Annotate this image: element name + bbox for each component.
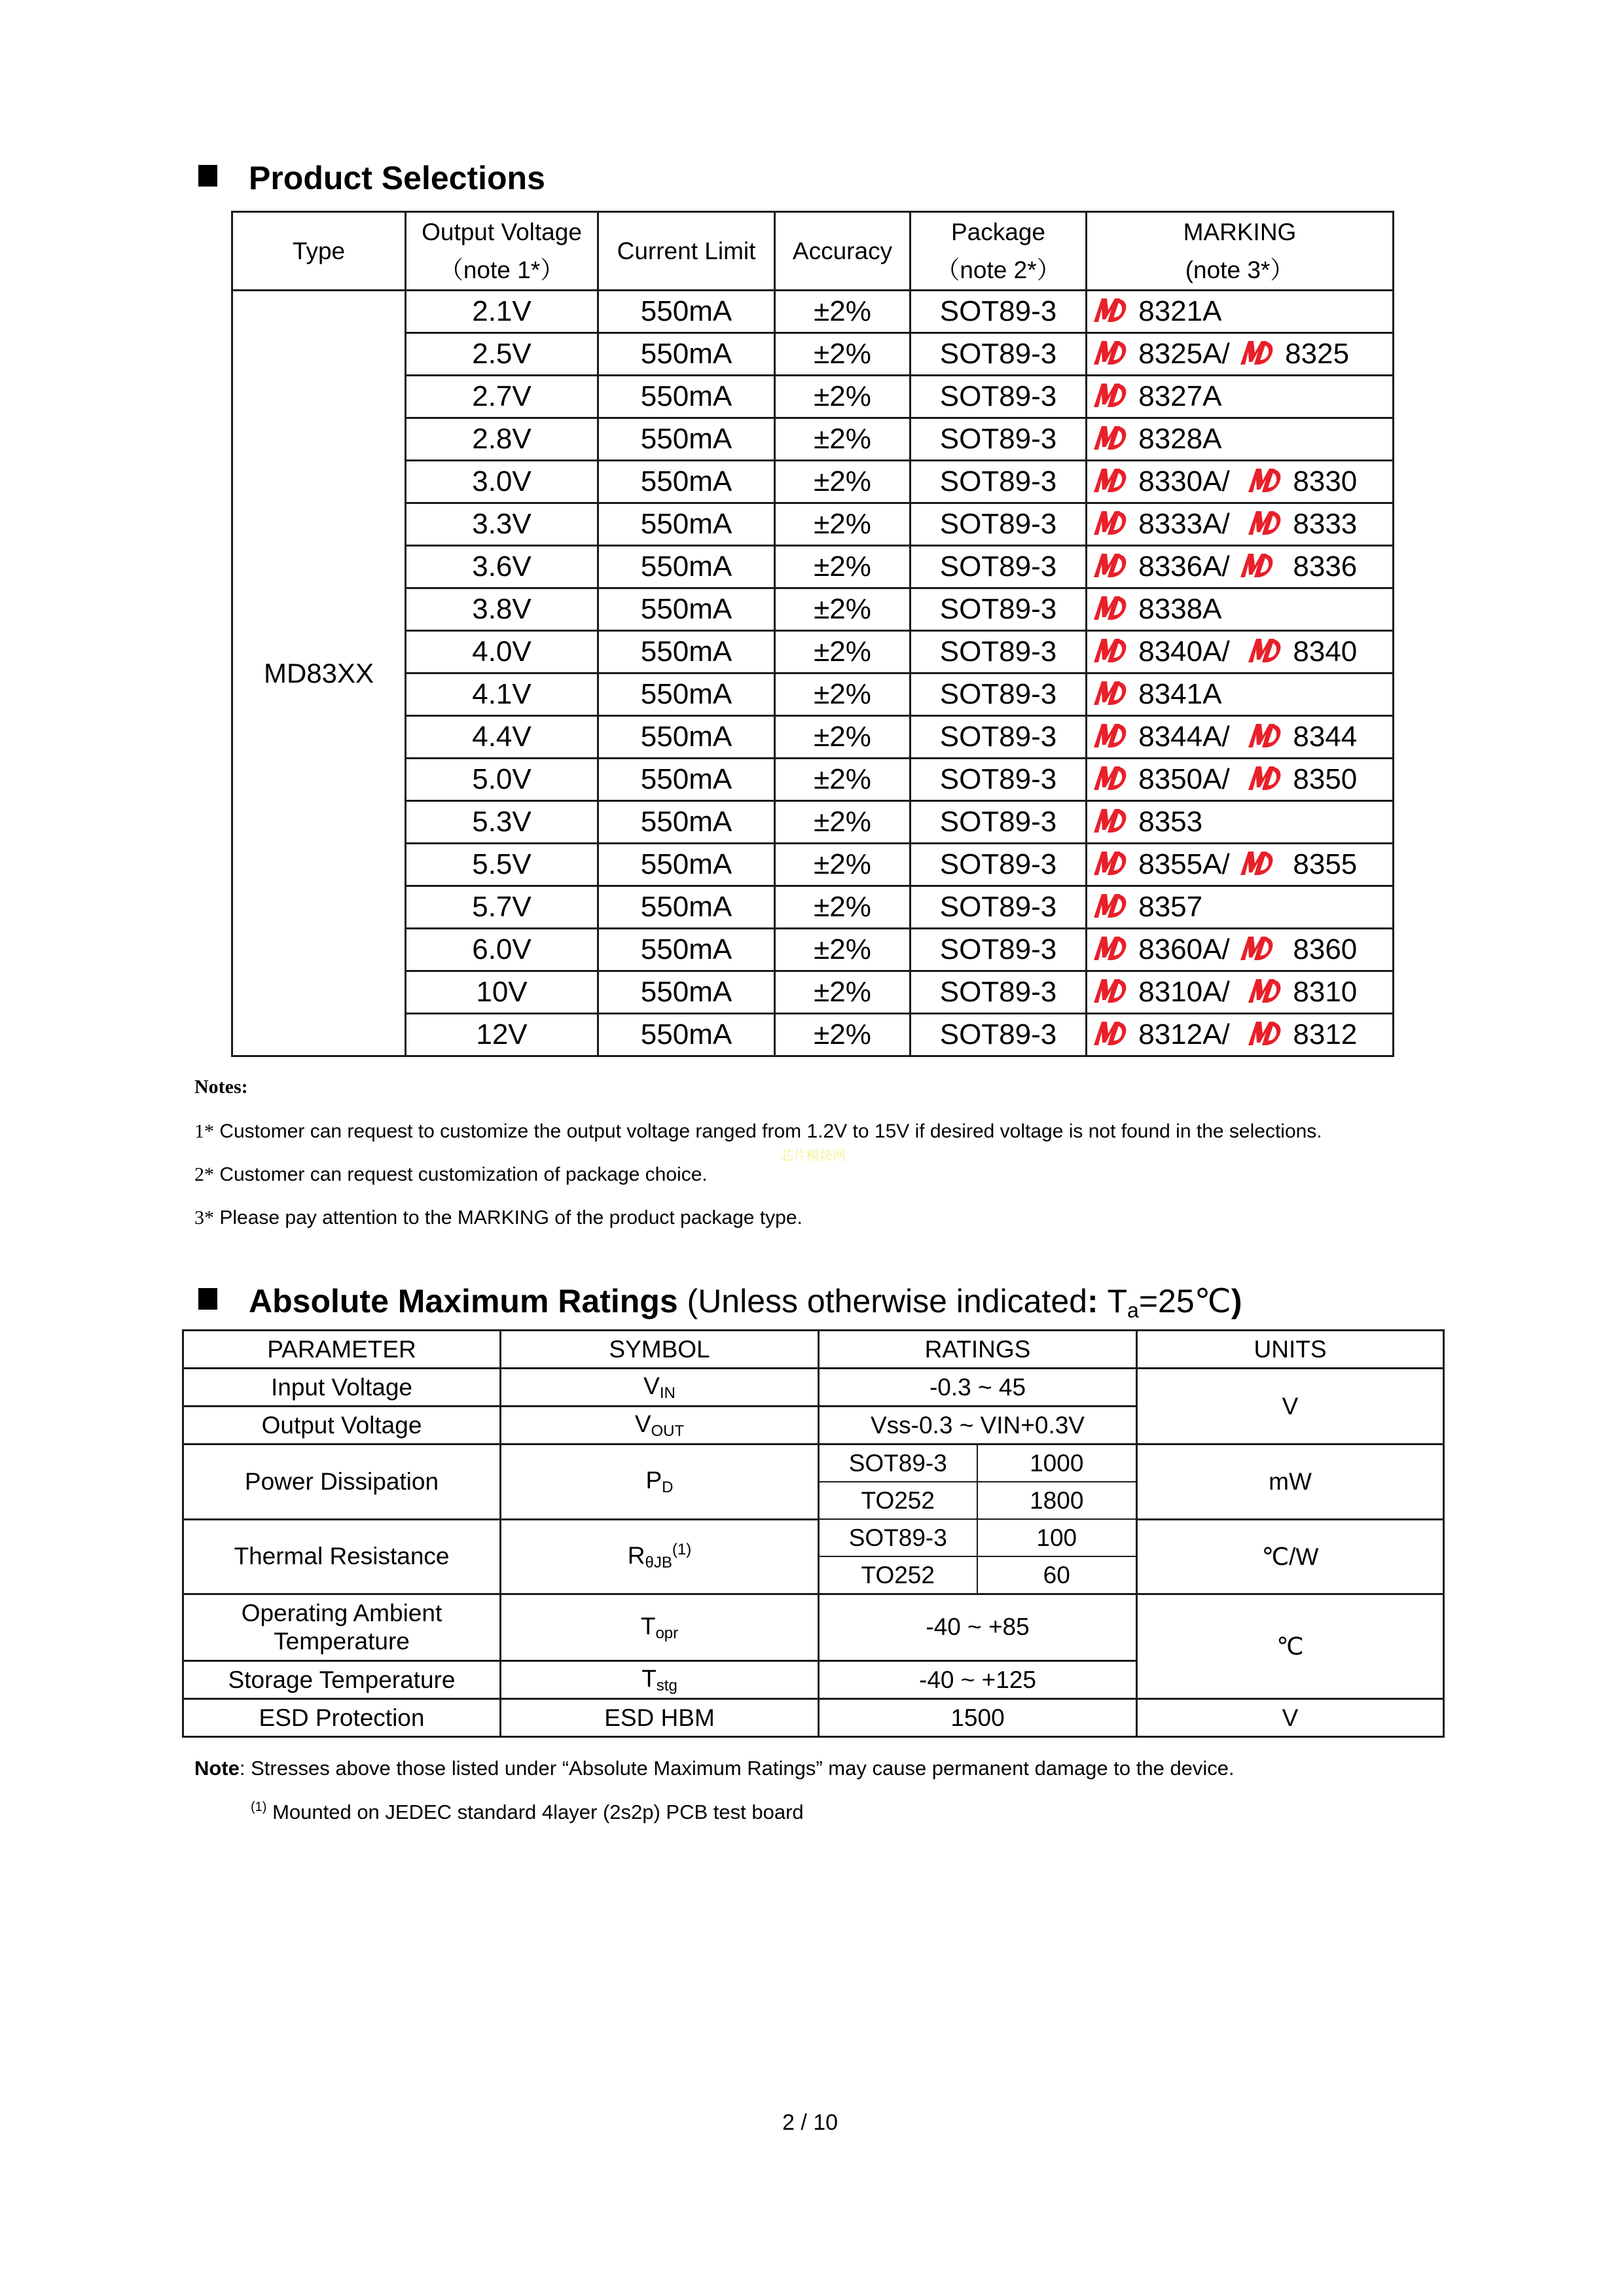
marking-code: 8312 [1293,1018,1358,1050]
accuracy-cell: ±2% [775,844,911,886]
marking-code: 8336A [1138,550,1222,583]
header-package [911,212,1087,291]
note-1 [194,1121,1322,1143]
marking-code: 8344 [1293,721,1358,753]
accuracy-cell: ±2% [775,673,911,716]
marking-cell [1087,886,1394,929]
table-row [232,631,1394,673]
md-logo-icon [1091,1019,1128,1047]
md-logo-icon [1246,636,1282,664]
voltage-cell: 4.4V [406,716,598,759]
md-logo-icon [1238,849,1274,876]
table-row [232,716,1394,759]
table-row [232,801,1394,844]
unit-cell: ℃/W [1137,1519,1444,1594]
md-logo-icon [1246,977,1282,1004]
marking-cell [1087,631,1394,673]
rating-cell: 1500 [819,1699,1137,1737]
table-row [232,333,1394,376]
marking-separator: / [1221,636,1238,668]
page-separator: / [794,2110,814,2135]
symbol-cell [501,1444,819,1520]
table-row [232,844,1394,886]
heading-colon: : [1087,1283,1108,1319]
table-row [232,929,1394,971]
accuracy-cell: ±2% [775,929,911,971]
heading-value: =25℃ [1138,1283,1231,1319]
package-cell: SOT89-3 [911,291,1087,333]
current-limit-cell: 550mA [598,503,775,546]
header-marking [1087,212,1394,291]
unit-cell: ℃ [1137,1594,1444,1699]
marking-cell [1087,844,1394,886]
marking-code: 8340A [1138,636,1222,668]
note-text: Customer can request customization of package choice. [214,1164,708,1185]
heading-paren: ( [677,1283,698,1319]
parameter-cell: Operating Ambient Temperature [183,1594,501,1661]
table-header-row [232,212,1394,291]
md-logo-icon [1091,977,1128,1004]
symbol-cell [501,1594,819,1661]
symbol-main: T [641,1664,657,1692]
marking-code: 8325 [1285,338,1350,370]
product-selections-heading [198,162,545,194]
package-cell: SOT89-3 [911,376,1087,418]
md-logo-icon [1091,466,1128,493]
marking-separator: / [1221,1018,1238,1050]
md-logo-icon [1091,891,1128,919]
symbol-main: P [645,1466,662,1494]
parameter-cell: ESD Protection [183,1699,501,1737]
table-row [232,673,1394,716]
marking-code: 8350A [1138,763,1222,795]
current-limit-cell: 550mA [598,844,775,886]
heading-t: T [1107,1283,1128,1319]
md-logo-icon [1246,509,1282,536]
package-cell: SOT89-3 [911,461,1087,503]
table-row [232,291,1394,333]
bullet-square-icon [198,1288,217,1310]
marking-code: 8333 [1293,508,1358,540]
accuracy-cell: ±2% [775,418,911,461]
marking-code: 8336 [1285,550,1358,583]
md-logo-icon [1091,338,1128,366]
heading-text: Absolute Maximum Ratings [249,1283,678,1319]
table-row [232,886,1394,929]
marking-code: 8328A [1138,423,1222,455]
package-cell: SOT89-3 [911,503,1087,546]
package-cell: SOT89-3 [911,631,1087,673]
marking-code: 8327A [1138,380,1222,412]
unit-cell: V [1137,1369,1444,1444]
current-limit-cell: 550mA [598,631,775,673]
marking-code: 8355A [1138,848,1222,880]
md-logo-icon [1091,296,1128,323]
marking-separator: / [1221,465,1238,497]
rating-cell: -40 ~ +125 [819,1661,1137,1699]
marking-code: 8312A [1138,1018,1222,1050]
footnote-mark: (1) [251,1800,267,1814]
marking-code: 8310A [1138,976,1222,1008]
header-note: （note 1*） [439,256,565,283]
voltage-cell: 5.7V [406,886,598,929]
current-limit-cell: 550mA [598,418,775,461]
current-limit-cell: 550mA [598,461,775,503]
current-limit-cell: 550mA [598,801,775,844]
marking-code: 8360 [1285,933,1358,965]
voltage-cell: 5.3V [406,801,598,844]
accuracy-cell: ±2% [775,291,911,333]
marking-cell [1087,801,1394,844]
note-label: Note [194,1757,240,1780]
accuracy-cell: ±2% [775,503,911,546]
voltage-cell: 12V [406,1014,598,1056]
header-output-voltage [406,212,598,291]
package-cell: TO252 [819,1482,977,1519]
marking-cell [1087,418,1394,461]
parameter-cell: Thermal Resistance [183,1519,501,1594]
md-logo-icon [1238,338,1274,366]
package-cell: SOT89-3 [911,886,1087,929]
marking-separator: / [1221,508,1238,540]
marking-code: 8330 [1293,465,1358,497]
voltage-cell: 2.5V [406,333,598,376]
accuracy-cell: ±2% [775,588,911,631]
md-logo-icon [1091,679,1128,706]
current-limit-cell: 550mA [598,971,775,1014]
rating-cell: -0.3 ~ 45 [819,1369,1137,1407]
md-logo-icon [1246,1019,1282,1047]
note-2 [194,1164,708,1186]
absolute-max-ratings-table [182,1329,1445,1738]
total-pages: 10 [813,2110,839,2135]
marking-code: 8330A [1138,465,1222,497]
md-logo-icon [1246,764,1282,791]
package-cell: SOT89-3 [911,673,1087,716]
symbol-main: V [634,1410,651,1437]
note-text: Please pay attention to the MARKING of the product package type. [214,1207,803,1229]
note-number: 3* [194,1207,214,1229]
marking-cell [1087,376,1394,418]
current-limit-cell: 550mA [598,546,775,588]
package-cell: SOT89-3 [911,588,1087,631]
marking-cell [1087,929,1394,971]
table-row [183,1444,1444,1482]
md-logo-icon [1246,721,1282,749]
table-row [232,461,1394,503]
marking-separator: / [1221,550,1230,583]
voltage-cell: 3.6V [406,546,598,588]
symbol-main: R [627,1542,645,1570]
marking-separator: / [1221,763,1238,795]
symbol-cell: ESD HBM [501,1699,819,1737]
voltage-cell: 5.5V [406,844,598,886]
md-logo-icon [1091,934,1128,961]
voltage-cell: 2.8V [406,418,598,461]
note-number: 2* [194,1164,214,1185]
md-logo-icon [1091,721,1128,749]
value-cell: 60 [977,1556,1137,1594]
symbol-cell [501,1661,819,1699]
voltage-cell: 4.0V [406,631,598,673]
current-limit-cell: 550mA [598,716,775,759]
value-cell: 1800 [977,1482,1137,1519]
note-text: : Stresses above those listed under “Absolute Maximum Ratings” may cause permanent damage to the device. [239,1757,1235,1780]
heading-sub: a [1127,1299,1139,1322]
marking-cell [1087,461,1394,503]
package-cell: SOT89-3 [911,759,1087,801]
current-limit-cell: 550mA [598,588,775,631]
ratings-footnote [251,1800,804,1824]
current-limit-cell: 550mA [598,291,775,333]
package-cell: SOT89-3 [911,1014,1087,1056]
symbol-sub: D [662,1478,674,1496]
table-header-row [183,1331,1444,1369]
marking-cell [1087,971,1394,1014]
table-row [183,1594,1444,1661]
page-number [782,2110,838,2136]
rating-cell: -40 ~ +85 [819,1594,1137,1661]
package-cell: SOT89-3 [911,418,1087,461]
footnote-ref: (1) [672,1541,692,1559]
marking-separator: / [1221,976,1238,1008]
rating-cell: Vss-0.3 ~ VIN+0.3V [819,1407,1137,1444]
md-logo-icon [1091,594,1128,621]
md-logo-icon [1091,636,1128,664]
marking-separator: / [1221,721,1238,753]
accuracy-cell: ±2% [775,333,911,376]
accuracy-cell: ±2% [775,759,911,801]
product-selections-table [231,211,1394,1057]
unit-cell: mW [1137,1444,1444,1520]
table-row [183,1519,1444,1556]
package-cell: SOT89-3 [911,801,1087,844]
header-current-limit: Current Limit [598,212,775,291]
symbol-cell [501,1519,819,1594]
table-row [232,759,1394,801]
table-row [183,1369,1444,1407]
notes-label: Notes: [194,1076,248,1098]
symbol-cell [501,1407,819,1444]
current-page: 2 [782,2110,795,2135]
marking-separator: / [1221,848,1230,880]
heading-text: Product Selections [249,160,545,196]
current-limit-cell: 550mA [598,759,775,801]
marking-cell [1087,759,1394,801]
accuracy-cell: ±2% [775,461,911,503]
marking-cell [1087,588,1394,631]
current-limit-cell: 550mA [598,886,775,929]
parameter-cell: Storage Temperature [183,1661,501,1699]
voltage-cell: 2.7V [406,376,598,418]
package-cell: SOT89-3 [911,546,1087,588]
package-cell: SOT89-3 [911,844,1087,886]
footnote-text: Mounted on JEDEC standard 4layer (2s2p) PCB test board [266,1801,804,1823]
package-cell: TO252 [819,1556,977,1594]
table-row [232,588,1394,631]
accuracy-cell: ±2% [775,1014,911,1056]
marking-code: 8333A [1138,508,1222,540]
marking-code: 8325A [1138,338,1222,370]
marking-cell [1087,503,1394,546]
header-type: Type [232,212,406,291]
absolute-max-heading [198,1285,1242,1321]
voltage-cell: 6.0V [406,929,598,971]
value-cell: 100 [977,1519,1137,1556]
unit-cell: V [1137,1699,1444,1737]
type-cell: MD83XX [232,291,406,1056]
header-label: Output Voltage [422,219,582,246]
header-label: Package [951,219,1045,246]
package-cell: SOT89-3 [819,1519,977,1556]
md-logo-icon [1238,551,1274,579]
value-cell: 1000 [977,1444,1137,1482]
accuracy-cell: ±2% [775,546,911,588]
header-note: (note 3*） [1185,256,1295,283]
md-logo-icon [1091,381,1128,408]
header-note: （note 2*） [935,256,1061,283]
voltage-cell: 3.3V [406,503,598,546]
md-logo-icon [1091,764,1128,791]
md-logo-icon [1091,849,1128,876]
marking-cell [1087,1014,1394,1056]
marking-code: 8321A [1138,295,1222,327]
marking-code: 8310 [1293,976,1358,1008]
current-limit-cell: 550mA [598,673,775,716]
marking-code: 8338A [1138,593,1222,625]
current-limit-cell: 550mA [598,333,775,376]
symbol-sub: θJB [645,1554,672,1572]
note-number: 1* [194,1121,214,1142]
marking-code: 8357 [1138,891,1203,923]
accuracy-cell: ±2% [775,971,911,1014]
marking-cell [1087,716,1394,759]
marking-cell [1087,291,1394,333]
md-logo-icon [1238,934,1274,961]
marking-separator: / [1221,933,1230,965]
table-row [232,503,1394,546]
accuracy-cell: ±2% [775,631,911,673]
marking-cell [1087,673,1394,716]
symbol-main: V [643,1372,660,1399]
symbol-cell [501,1369,819,1407]
voltage-cell: 3.8V [406,588,598,631]
voltage-cell: 5.0V [406,759,598,801]
package-cell: SOT89-3 [911,929,1087,971]
marking-cell [1087,546,1394,588]
header-label: MARKING [1183,219,1297,246]
symbol-main: T [640,1612,656,1640]
package-cell: SOT89-3 [911,333,1087,376]
accuracy-cell: ±2% [775,886,911,929]
ratings-note [194,1757,1235,1780]
header-units: UNITS [1137,1331,1444,1369]
header-parameter: PARAMETER [183,1331,501,1369]
heading-paren: ) [1231,1283,1242,1319]
table-row [183,1699,1444,1737]
marking-code: 8344A [1138,721,1222,753]
marking-code: 8341A [1138,678,1222,710]
marking-code: 8353 [1138,806,1203,838]
marking-cell [1087,333,1394,376]
parameter-cell: Input Voltage [183,1369,501,1407]
package-cell: SOT89-3 [911,716,1087,759]
symbol-sub: opr [655,1624,679,1642]
accuracy-cell: ±2% [775,716,911,759]
parameter-cell: Power Dissipation [183,1444,501,1520]
md-logo-icon [1091,509,1128,536]
marking-code: 8355 [1285,848,1358,880]
heading-condition: Unless otherwise indicated [698,1283,1087,1319]
md-logo-icon [1091,551,1128,579]
header-accuracy: Accuracy [775,212,911,291]
voltage-cell: 4.1V [406,673,598,716]
table-row [232,971,1394,1014]
note-3 [194,1207,803,1229]
note-text: Customer can request to customize the output voltage ranged from 1.2V to 15V if desired voltage is not found in the selections. [214,1121,1322,1142]
symbol-sub: IN [659,1384,676,1402]
md-logo-icon [1091,423,1128,451]
voltage-cell: 10V [406,971,598,1014]
voltage-cell: 3.0V [406,461,598,503]
parameter-cell: Output Voltage [183,1407,501,1444]
bullet-square-icon [198,165,217,187]
accuracy-cell: ±2% [775,801,911,844]
current-limit-cell: 550mA [598,1014,775,1056]
current-limit-cell: 550mA [598,929,775,971]
table-row [232,376,1394,418]
table-row [232,1014,1394,1056]
md-logo-icon [1091,806,1128,834]
symbol-sub: OUT [651,1422,685,1440]
marking-code: 8350 [1293,763,1358,795]
symbol-sub: stg [656,1676,677,1695]
table-row [232,546,1394,588]
package-cell: SOT89-3 [911,971,1087,1014]
marking-code: 8360A [1138,933,1222,965]
voltage-cell: 2.1V [406,291,598,333]
header-symbol: SYMBOL [501,1331,819,1369]
md-logo-icon [1246,466,1282,493]
package-cell: SOT89-3 [819,1444,977,1482]
accuracy-cell: ±2% [775,376,911,418]
header-ratings: RATINGS [819,1331,1137,1369]
marking-code: 8340 [1293,636,1358,668]
watermark: 芯片模块网 [780,1149,846,1163]
marking-separator: / [1221,338,1230,370]
table-row [232,418,1394,461]
current-limit-cell: 550mA [598,376,775,418]
